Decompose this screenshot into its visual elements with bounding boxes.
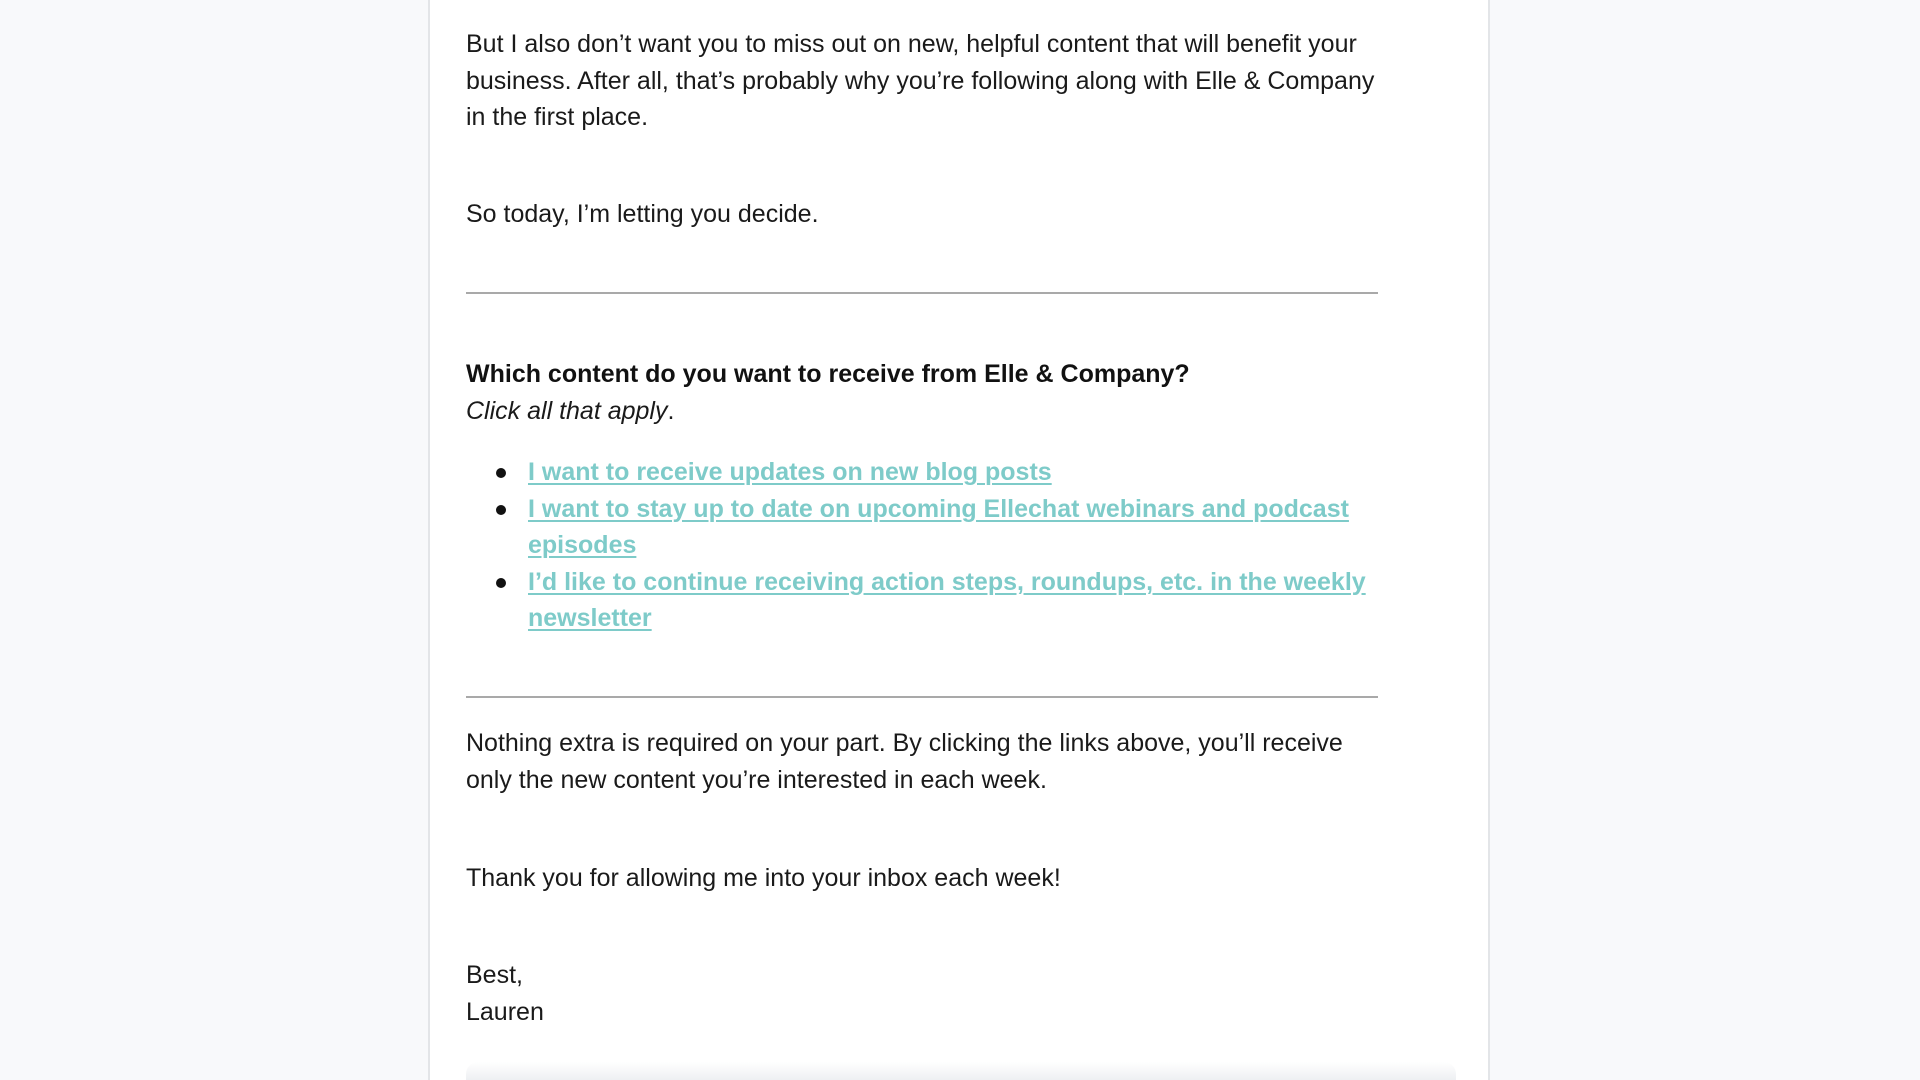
instruction-italic: Click all that apply <box>466 397 668 425</box>
signoff-text: Best, <box>466 961 523 989</box>
blog-updates-link[interactable]: I want to receive updates on new blog posts <box>528 458 1052 486</box>
email-content-column <box>428 0 1490 1080</box>
footer-card-edge <box>466 1062 1456 1080</box>
nothing-required-paragraph: Nothing extra is required on your part. By clicking the links above, you’ll receive only the new content you’re interested in each week. <box>466 729 1343 794</box>
intro-paragraph: But I also don’t want you to miss out on new, helpful content that will benefit your business. After all, that’s probably why you’re following along with Elle & Company in the first place. <box>466 30 1375 131</box>
bullet-icon <box>496 578 506 588</box>
signature-name: Lauren <box>466 997 544 1026</box>
list-item <box>528 454 1378 491</box>
list-item <box>528 491 1378 564</box>
instruction-period: . <box>667 397 675 425</box>
instruction-text <box>466 393 1378 430</box>
top-divider <box>466 292 1378 294</box>
bullet-icon <box>496 468 506 478</box>
bullet-icon <box>496 505 506 515</box>
decision-paragraph: So today, I’m letting you decide. <box>466 200 819 228</box>
weekly-newsletter-link[interactable]: I’d like to continue receiving action steps, roundups, etc. in the weekly newsletter <box>528 567 1366 632</box>
thank-you-paragraph: Thank you for allowing me into your inbox each week! <box>466 864 1061 892</box>
signoff <box>466 957 1378 1030</box>
content-choice-list <box>466 454 1378 637</box>
list-item <box>528 564 1378 637</box>
bottom-divider <box>466 696 1378 698</box>
webinars-podcast-link[interactable]: I want to stay up to date on upcoming Ellechat webinars and podcast episodes <box>528 494 1349 559</box>
content-question: Which content do you want to receive from Elle & Company? <box>466 360 1190 388</box>
